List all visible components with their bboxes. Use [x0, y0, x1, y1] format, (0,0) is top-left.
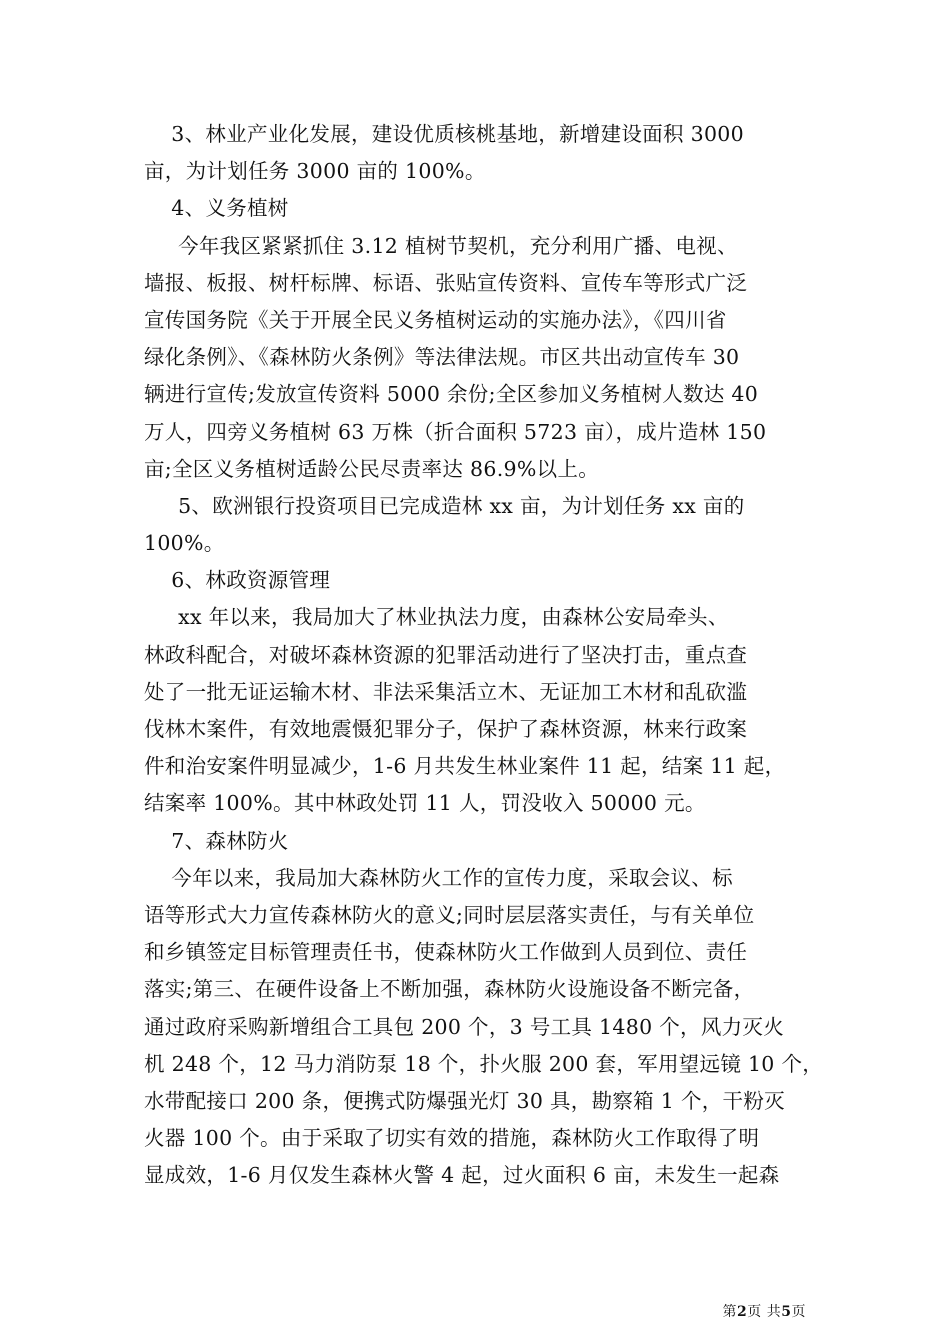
text-line: 宣传国务院《关于开展全民义务植树运动的实施办法》，《四川省 — [144, 307, 727, 332]
text-line: 亩;全区义务植树适龄公民尽责率达 86.9%以上。 — [144, 456, 600, 481]
text-line: 今年以来，我局加大森林防火工作的宣传力度，采取会议、标 — [144, 865, 733, 890]
text-line: 辆进行宣传;发放宣传资料 5000 余份;全区参加义务植树人数达 40 — [144, 382, 759, 407]
text-line: 水带配接口 200 条，便携式防爆强光灯 30 具，勘察箱 1 个，干粉灭 — [144, 1088, 785, 1113]
footer-suffix: 页 — [791, 1304, 806, 1320]
document-body — [144, 116, 824, 1194]
page-footer — [723, 1302, 806, 1322]
text-line: 今年我区紧紧抓住 3.12 植树节契机，充分利用广播、电视、 — [144, 233, 738, 258]
footer-middle: 页 共 — [747, 1304, 782, 1320]
footer-total-pages: 5 — [781, 1304, 792, 1320]
footer-prefix: 第 — [722, 1304, 738, 1320]
text-line: 3、林业产业化发展，建设优质核桃基地，新增建设面积 3000 — [144, 122, 744, 146]
text-line: 落实;第三、在硬件设备上不断加强，森林防火设施设备不断完备， — [144, 977, 755, 1002]
text-line: 100%。 — [144, 531, 225, 556]
text-line: 显成效，1-6 月仅发生森林火警 4 起，过火面积 6 亩，未发生一起森 — [144, 1163, 780, 1188]
text-line: 通过政府采购新增组合工具包 200 个，3 号工具 1480 个，风力灭火 — [144, 1014, 785, 1039]
text-line: 万人，四旁义务植树 63 万株（折合面积 5723 亩），成片造林 150 — [144, 419, 767, 444]
text-line: 火器 100 个。由于采取了切实有效的措施，森林防火工作取得了明 — [144, 1126, 760, 1151]
text-line: 机 248 个，12 马力消防泵 18 个，扑火服 200 套，军用望远镜 10 个， — [144, 1051, 824, 1076]
text-line: 林政科配合，对破坏森林资源的犯罪活动进行了坚决打击，重点查 — [144, 642, 748, 667]
text-line: 墙报、板报、树杆标牌、标语、张贴宣传资料、宣传车等形式广泛 — [144, 270, 748, 295]
text-line: 结案率 100%。其中林政处罚 11 人，罚没收入 50000 元。 — [144, 791, 706, 816]
text-line: 亩，为计划任务 3000 亩的 100%。 — [144, 159, 486, 184]
text-line: 语等形式大力宣传森林防火的意义;同时层层落实责任，与有关单位 — [144, 902, 755, 927]
footer-current-page: 2 — [737, 1304, 748, 1320]
text-line: 件和治安案件明显减少，1-6 月共发生林业案件 11 起，结案 11 起， — [144, 754, 786, 779]
text-line: 处了一批无证运输木材、非法采集活立木、无证加工木材和乱砍滥 — [144, 679, 748, 704]
text-line: 6、林政资源管理 — [144, 568, 331, 593]
text-line: xx 年以来，我局加大了林业执法力度，由森林公安局牵头、 — [144, 605, 729, 630]
text-line: 绿化条例》、《森林防火条例》等法律法规。市区共出动宣传车 30 — [144, 345, 740, 370]
text-line: 和乡镇签定目标管理责任书，使森林防火工作做到人员到位、责任 — [144, 940, 748, 965]
text-line: 5、欧洲银行投资项目已完成造林 xx 亩，为计划任务 xx 亩的 — [144, 493, 745, 518]
text-line: 4、义务植树 — [144, 196, 289, 221]
text-line: 伐林木案件，有效地震慑犯罪分子，保护了森林资源，林来行政案 — [144, 717, 748, 741]
text-line: 7、森林防火 — [144, 828, 289, 853]
